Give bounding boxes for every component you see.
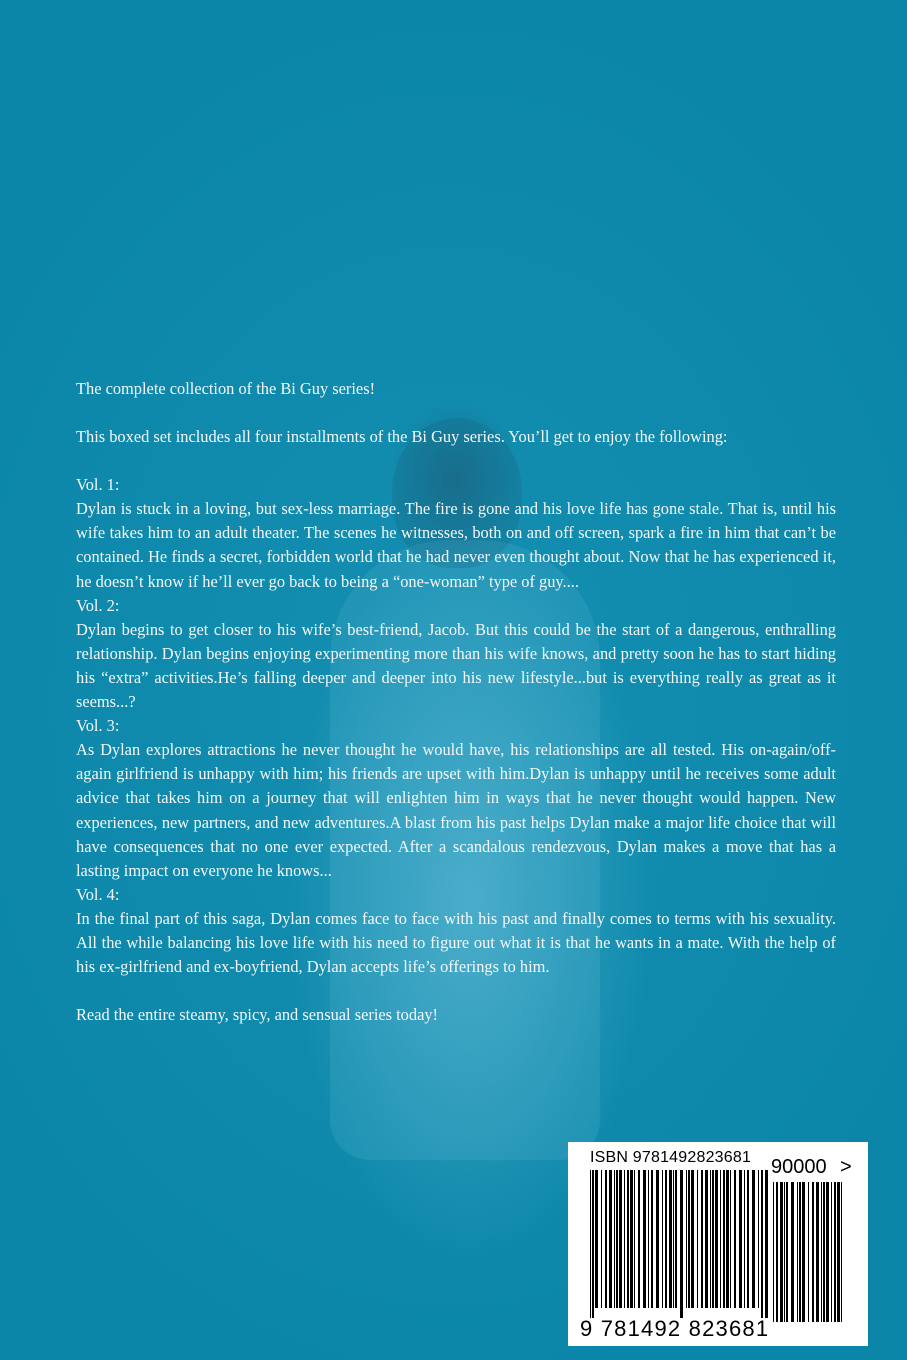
- barcode-bar: [747, 1170, 749, 1308]
- barcode-bar: [823, 1182, 825, 1322]
- volume-1-heading: Vol. 1:: [76, 475, 120, 495]
- barcode-bar: [739, 1170, 742, 1308]
- barcode-bar: [634, 1170, 635, 1308]
- barcode-bar: [723, 1170, 725, 1308]
- back-cover-blurb: [76, 377, 836, 1027]
- volume-2-heading: Vol. 2:: [76, 595, 120, 615]
- barcode-bar: [780, 1182, 783, 1322]
- barcode-bar: [821, 1182, 822, 1322]
- volume-1-text: Dylan is stuck in a loving, but sex-less marriage. The fire is gone and his love life has gone stale. That is, until his wife takes him to an adult theater. The scenes he witnesses, both on and off screen, spark a fire in him that can’t be contained. He finds a secret, forbidden world that he had never even thought about. Now that he has experienced it, he doesn’t know if he’ll ever go back to being a “one-woman” type of guy....: [76, 499, 836, 591]
- barcode-bar: [791, 1182, 794, 1322]
- barcode-bar: [744, 1170, 745, 1308]
- barcode-bar: [643, 1170, 646, 1308]
- volume-3-heading: Vol. 3:: [76, 716, 120, 736]
- barcode-addon-bars: [771, 1182, 846, 1332]
- barcode-bar: [624, 1170, 625, 1308]
- barcode-bar: [691, 1170, 694, 1308]
- barcode-bar: [680, 1170, 683, 1318]
- barcode-bar: [799, 1182, 801, 1322]
- barcode-bar: [627, 1170, 629, 1308]
- barcode-bar: [688, 1170, 690, 1308]
- barcode-bar: [662, 1170, 663, 1308]
- barcode-bar: [715, 1170, 718, 1308]
- barcode-digits: 9 781492 823681: [580, 1316, 770, 1341]
- barcode-bar: [726, 1170, 729, 1308]
- volume-4-heading: Vol. 4:: [76, 884, 120, 904]
- barcode-bar: [675, 1170, 677, 1308]
- barcode-bar: [614, 1170, 615, 1308]
- isbn-label: ISBN 9781492823681: [590, 1149, 752, 1166]
- barcode-bar: [752, 1170, 755, 1308]
- barcode-bar: [595, 1170, 598, 1308]
- barcode-bar: [841, 1182, 842, 1322]
- barcode-bar: [710, 1170, 711, 1308]
- barcode-bar: [758, 1170, 759, 1308]
- barcode-bar: [630, 1170, 633, 1308]
- barcode-bar: [619, 1170, 622, 1308]
- blurb-boxed-set: This boxed set includes all four installments of the Bi Guy series. You’ll get to enjoy the following:: [76, 427, 728, 447]
- volume-3-text: As Dylan explores attractions he never thought he would have, his relationships are all tested. His on-again/off-again girlfriend is unhappy with him; his friends are upset with him.Dylan is unhappy until he receives some adult advice that takes him on a journey that will enlighten him in ways that he never thought would happen. New experiences, new partners, and new adventures.A blast from his past helps Dylan make a major life choice that will have consequences that no one ever expected. After a scandalous rendezvous, Dylan makes a move that has a lasting impact on everyone he knows...: [76, 740, 836, 880]
- barcode-bar: [784, 1182, 785, 1322]
- barcode-bar: [697, 1170, 698, 1308]
- barcode-bar: [765, 1170, 768, 1318]
- barcode-bar: [673, 1170, 674, 1308]
- barcode-bar: [616, 1170, 618, 1308]
- barcode-bar: [720, 1170, 721, 1308]
- barcode-bar: [773, 1182, 774, 1322]
- barcode-bar: [826, 1182, 829, 1322]
- barcode-bar: [797, 1182, 798, 1322]
- barcode-bar: [638, 1170, 640, 1308]
- barcode-bar: [665, 1170, 667, 1308]
- barcode-bar: [701, 1170, 703, 1308]
- barcode-bar: [786, 1182, 788, 1322]
- barcode-bar: [648, 1170, 649, 1308]
- barcode-bar: [761, 1170, 763, 1318]
- barcode-bar: [812, 1182, 814, 1322]
- volume-4-text: In the final part of this saga, Dylan comes face to face with his past and finally comes to terms with his sexuality. All the while balancing his love life with his need to figure out what it is that he wants in a mate. With the help of his ex-girlfriend and ex-boyfriend, Dylan accepts life’s offerings to him.: [76, 908, 836, 977]
- isbn-barcode: [568, 1142, 868, 1346]
- barcode-bar: [651, 1170, 653, 1308]
- volume-2-text: Dylan begins to get closer to his wife’s best-friend, Jacob. But this could be the start of a dangerous, enthralling relationship. Dylan begins enjoying experimenting more than his wife knows, and pretty soon he has to start hiding his “extra” activities.He’s falling deeper and deeper into his new lifestyle...but is everything really as great as it seems...?: [76, 619, 836, 712]
- barcode-bar: [609, 1170, 612, 1308]
- addon-arrow: >: [840, 1156, 852, 1178]
- blurb-intro: The complete collection of the Bi Guy series!: [76, 379, 376, 398]
- barcode-bar: [669, 1170, 672, 1308]
- barcode-bar: [816, 1182, 819, 1322]
- barcode-bar: [712, 1170, 714, 1308]
- barcode-bar: [656, 1170, 659, 1308]
- barcode-bar: [734, 1170, 736, 1308]
- barcode-bar: [686, 1170, 687, 1308]
- barcode-bar: [834, 1182, 836, 1322]
- barcode-bar: [808, 1182, 809, 1322]
- barcode-bar: [730, 1170, 731, 1308]
- barcode-bar: [605, 1170, 607, 1308]
- barcode-main-bars: [588, 1170, 768, 1318]
- barcode-bar: [592, 1170, 594, 1318]
- barcode-bar: [705, 1170, 708, 1308]
- addon-code: 90000: [771, 1156, 827, 1178]
- barcode-bar: [837, 1182, 840, 1322]
- barcode-bar: [776, 1182, 778, 1322]
- barcode-bar: [590, 1170, 591, 1318]
- barcode-bar: [831, 1182, 832, 1322]
- barcode-bar: [802, 1182, 805, 1322]
- barcode-bar: [601, 1170, 602, 1308]
- blurb-closing: Read the entire steamy, spicy, and sensual series today!: [76, 1005, 438, 1025]
